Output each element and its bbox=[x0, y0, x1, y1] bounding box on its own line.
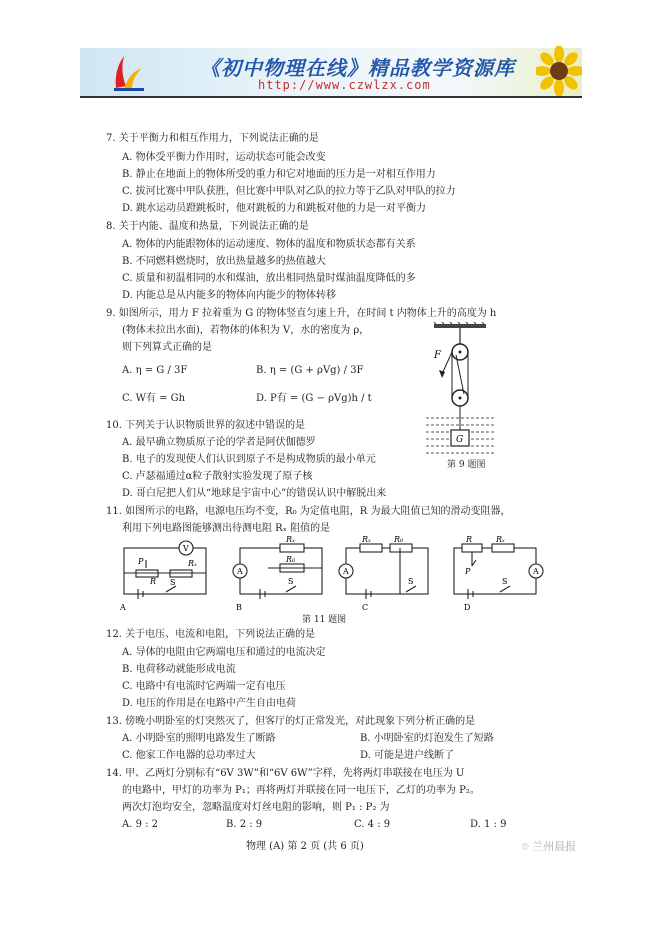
q11-stem-line2: 利用下列电路图能够测出待测电阻 Rₓ 阻值的是 bbox=[122, 523, 331, 534]
q9-stem-line1: 9. 如图所示，用力 F 拉着重为 G 的物体竖直匀速上升，在时间 t 内物体上升的高度为 h bbox=[106, 308, 497, 319]
circuit-a-label-r: R bbox=[150, 577, 157, 586]
q14-option-c: C. 4 : 9 bbox=[354, 819, 391, 830]
q7-option-c: C. 拔河比赛中甲队获胜，但比赛中甲队对乙队的拉力等于乙队对甲队的拉力 bbox=[122, 186, 456, 197]
circuit-b-letter: B bbox=[236, 603, 242, 612]
q13-option-d: D. 可能是进户线断了 bbox=[360, 750, 455, 761]
figure9-force-label: F bbox=[434, 350, 441, 361]
q7-option-d: D. 跳水运动员蹬跳板时，他对跳板的力和跳板对他的力是一对平衡力 bbox=[122, 203, 427, 214]
banner-title: 《初中物理在线》精品教学资源库 bbox=[200, 56, 515, 80]
q14-option-a: A. 9 : 2 bbox=[122, 819, 159, 830]
figure11-caption: 第 11 题图 bbox=[302, 615, 347, 625]
q14-stem-line1: 14. 甲、乙两灯分别标有“6V 3W”和“6V 6W”字样，先将两灯串联接在电压为 U bbox=[106, 768, 465, 779]
banner-url[interactable]: http://www.czwlzx.com bbox=[258, 78, 431, 92]
page-footer: 物理 (A) 第 2 页 (共 6 页) bbox=[246, 841, 364, 852]
circuit-a-label-s: S bbox=[170, 578, 176, 587]
circuit-d-meter: A bbox=[533, 567, 539, 576]
q9-option-b: B. η = (G + ρVg) / 3F bbox=[256, 365, 364, 376]
q10-option-a: A. 最早确立物质原子论的学者是阿伏伽德罗 bbox=[122, 437, 316, 448]
q12-stem: 12. 关于电压、电流和电阻，下列说法正确的是 bbox=[106, 629, 316, 640]
sunflower-icon bbox=[536, 46, 582, 96]
circuit-d-label-r: R bbox=[466, 536, 473, 544]
figure9-caption: 第 9 题图 bbox=[447, 460, 486, 470]
q7-stem: 7. 关于平衡力和相互作用力，下列说法正确的是 bbox=[106, 133, 319, 144]
q12-option-b: B. 电荷移动就能形成电流 bbox=[122, 664, 236, 675]
q7-option-b: B. 静止在地面上的物体所受的重力和它对地面的压力是一对相互作用力 bbox=[122, 169, 436, 180]
circuit-d-label-s: S bbox=[502, 577, 508, 586]
q12-option-c: C. 电路中有电流时它两端一定有电压 bbox=[122, 681, 286, 692]
q12-option-d: D. 电压的作用是在电路中产生自由电荷 bbox=[122, 698, 297, 709]
circuit-c-letter: C bbox=[362, 603, 369, 612]
watermark bbox=[522, 838, 576, 854]
q10-stem: 10. 下列关于认识物质世界的叙述中错误的是 bbox=[106, 420, 306, 431]
figure9-weight-label: G bbox=[456, 435, 464, 445]
q8-option-d: D. 内能总是从内能多的物体向内能少的物体转移 bbox=[122, 290, 337, 301]
q9-stem-line2: (物体未拉出水面)，若物体的体积为 V，水的密度为 ρ， bbox=[122, 325, 370, 336]
circuit-a-label-p: P bbox=[138, 557, 144, 566]
circuit-c-label-r0: R₀ bbox=[394, 536, 404, 544]
circuit-b-label-s: S bbox=[288, 577, 294, 586]
figure11-circuit-diagrams bbox=[110, 536, 550, 614]
circuit-a-label-rx: Rₓ bbox=[188, 559, 197, 568]
circuit-a-letter: A bbox=[120, 603, 126, 612]
watermark-text: 兰州晨报 bbox=[532, 840, 577, 853]
circuit-c-label-s: S bbox=[408, 577, 414, 586]
q10-option-d: D. 哥白尼把人们从“地球是宇宙中心”的错误认识中解脱出来 bbox=[122, 488, 387, 499]
q8-option-b: B. 不同燃料燃烧时，放出热量越多的热值越大 bbox=[122, 256, 326, 267]
circuit-c-meter: A bbox=[343, 567, 349, 576]
q12-option-a: A. 导体的电阻由它两端电压和通过的电流决定 bbox=[122, 647, 326, 658]
q13-option-b: B. 小明卧室的灯泡发生了短路 bbox=[360, 733, 494, 744]
q13-option-c: C. 他家工作电器的总功率过大 bbox=[122, 750, 256, 761]
chat-bubble-icon: ⌾ bbox=[522, 840, 529, 853]
q8-option-a: A. 物体的内能跟物体的运动速度、物体的温度和物质状态都有关系 bbox=[122, 239, 416, 250]
q13-option-a: A. 小明卧室的照明电路发生了断路 bbox=[122, 733, 276, 744]
q7-option-a: A. 物体受平衡力作用时，运动状态可能会改变 bbox=[122, 152, 326, 163]
site-logo-icon bbox=[110, 52, 146, 92]
q14-option-b: B. 2 : 9 bbox=[226, 819, 263, 830]
q14-stem-line2: 的电路中，甲灯的功率为 P₁；再将两灯并联接在同一电压下，乙灯的功率为 P₂。 bbox=[122, 785, 480, 796]
circuit-d-letter: D bbox=[464, 603, 471, 612]
q14-option-d: D. 1 : 9 bbox=[470, 819, 507, 830]
circuit-b-label-r0: R₀ bbox=[286, 555, 296, 564]
q10-option-c: C. 卢瑟福通过α粒子散射实验发现了原子核 bbox=[122, 471, 313, 482]
q14-stem-line3: 两次灯泡均安全，忽略温度对灯丝电阻的影响，则 P₁ : P₂ 为 bbox=[122, 802, 390, 813]
q11-stem-line1: 11. 如图所示的电路，电源电压均不变，R₀ 为定值电阻，R 为最大阻值已知的滑动变阻器， bbox=[106, 506, 511, 517]
circuit-d-label-p: P bbox=[465, 567, 471, 576]
q13-stem: 13. 傍晚小明卧室的灯突然灭了，但客厅的灯正常发光，对此现象下列分析正确的是 bbox=[106, 716, 476, 727]
q9-option-c: C. W有 = Gh bbox=[122, 393, 186, 404]
q10-option-b: B. 电子的发现使人们认识到原子不是构成物质的最小单元 bbox=[122, 454, 376, 465]
q9-stem-line3: 则下列算式正确的是 bbox=[122, 342, 212, 353]
circuit-b-label-rx: Rₓ bbox=[286, 536, 295, 544]
q9-option-a: A. η = G / 3F bbox=[122, 365, 188, 376]
figure9-pulley-diagram bbox=[420, 322, 506, 468]
circuit-c-label-rx: Rₓ bbox=[362, 536, 371, 544]
circuit-a-meter: V bbox=[183, 544, 189, 553]
q8-option-c: C. 质量和初温相同的水和煤油，放出相同热量时煤油温度降低的多 bbox=[122, 273, 416, 284]
circuit-d-label-rx: Rₓ bbox=[496, 536, 505, 544]
q9-option-d: D. P有 = (G − ρVg)h / t bbox=[256, 393, 372, 404]
circuit-b-meter: A bbox=[237, 567, 243, 576]
q8-stem: 8. 关于内能、温度和热量，下列说法正确的是 bbox=[106, 221, 309, 232]
